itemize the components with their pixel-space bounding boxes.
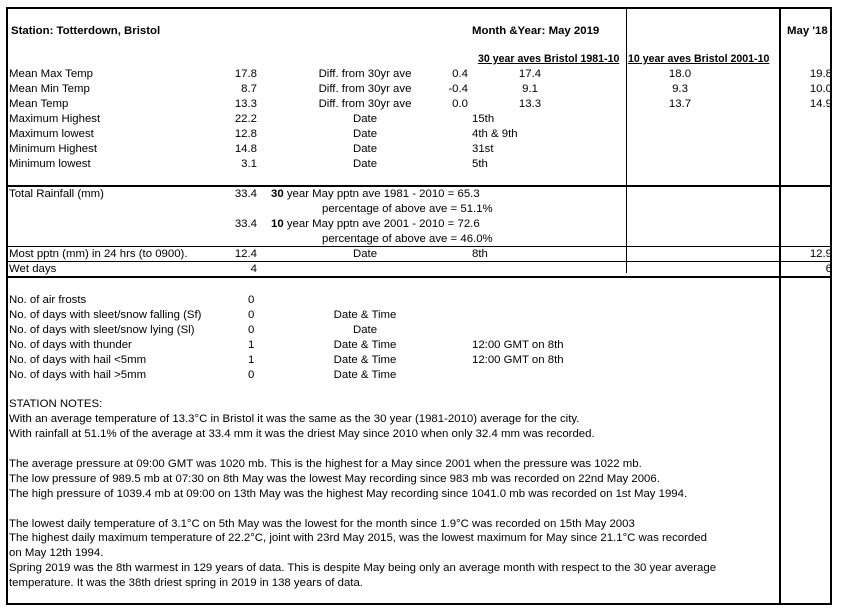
rain-value-30: 33.4 (234, 188, 257, 200)
note-line: The high pressure of 1039.4 mb at 09:00 on 13th May was the highest May recording since 1041.0 mb was recorded on 1st May 1994. (9, 488, 688, 500)
event-label: No. of days with sleet/snow falling (Sf) (9, 309, 202, 321)
event-value: 0 (248, 309, 255, 321)
rain-text-10: year May pptn ave 2001 - 2010 = 72.6 (286, 218, 480, 230)
temp-value: 12.8 (234, 128, 257, 140)
month-year-title: Month &Year: May 2019 (472, 25, 600, 37)
rain-label: Total Rainfall (mm) (9, 188, 104, 200)
rain-text-30: year May pptn ave 1981 - 2010 = 65.3 (286, 188, 480, 200)
ave30-header: 30 year aves Bristol 1981-10 (478, 53, 620, 65)
rain-pct-30: percentage of above ave = 51.1% (322, 203, 493, 215)
event-mid: Date & Time (333, 339, 397, 351)
rain-pct-10: percentage of above ave = 46.0% (322, 233, 493, 245)
temp-label: Maximum Highest (9, 113, 101, 125)
temp-diff: 0.0 (452, 98, 468, 110)
temp-label: Mean Max Temp (9, 68, 93, 80)
temp-mid: Diff. from 30yr ave (318, 83, 412, 95)
temp-mid: Date (352, 143, 378, 155)
wet-days-value: 4 (250, 263, 257, 275)
most-pptn-mid: Date (352, 248, 378, 260)
note-line: temperature. It was the 38th driest spring in 2019 in 138 years of data. (9, 577, 363, 589)
divider-ave10-left (626, 7, 627, 273)
most-pptn-prev: 12.9 (809, 248, 832, 260)
note-line: With rainfall at 51.1% of the average at 33.4 mm it was the driest May since 2010 when only 32.4 mm was recorded. (9, 428, 595, 440)
station-title: Station: Totterdown, Bristol (11, 25, 161, 37)
event-value: 1 (248, 339, 255, 351)
outer-left-border (6, 7, 8, 605)
most-pptn-label: Most pptn (mm) in 24 hrs (to 0900). (9, 248, 188, 260)
temp-mid: Date (352, 128, 378, 140)
temp-prev: 19.8 (809, 68, 832, 80)
event-label: No. of days with hail <5mm (9, 354, 147, 366)
notes-heading: STATION NOTES: (9, 398, 103, 410)
temp-ave30: 13.3 (518, 98, 542, 110)
event-value: 1 (248, 354, 255, 366)
event-mid: Date & Time (333, 354, 397, 366)
note-line: The highest daily maximum temperature of 22.2°C, joint with 23rd May 2015, was the lowest maximum for May since 21.1°C was recorded (9, 532, 707, 544)
temp-value: 13.3 (234, 98, 257, 110)
temp-ave10: 9.3 (672, 83, 688, 95)
event-date: 12:00 GMT on 8th (472, 354, 564, 366)
temp-value: 8.7 (241, 83, 257, 95)
event-value: 0 (248, 369, 255, 381)
divider-prev-year-left (779, 7, 781, 605)
note-line: With an average temperature of 13.3°C in Bristol it was the same as the 30 year (1981-2010) average for the city. (9, 413, 580, 425)
temp-date: 5th (472, 158, 488, 170)
rain-line-10 (271, 217, 480, 231)
temp-date: 15th (472, 113, 495, 125)
temp-value: 22.2 (234, 113, 257, 125)
event-value: 0 (248, 324, 255, 336)
event-label: No. of days with sleet/snow lying (Sl) (9, 324, 195, 336)
rain-line-30 (271, 187, 480, 201)
event-date: 12:00 GMT on 8th (472, 339, 564, 351)
event-mid: Date (352, 324, 378, 336)
note-line: The lowest daily temperature of 3.1°C on 5th May was the lowest for the month since 1.9°C was recorded on 15th May 2003 (9, 518, 635, 530)
temp-ave30: 17.4 (518, 68, 542, 80)
note-line: The average pressure at 09:00 GMT was 1020 mb. This is the highest for a May since 2001 when the pressure was 1022 mb. (9, 458, 642, 470)
temp-value: 3.1 (241, 158, 257, 170)
wet-days-label: Wet days (9, 263, 57, 275)
outer-top-border (6, 7, 832, 9)
outer-bottom-border (6, 603, 832, 605)
temp-ave10: 18.0 (668, 68, 692, 80)
note-line: on May 12th 1994. (9, 547, 104, 559)
temp-prev: 14.9 (809, 98, 832, 110)
rain-bold-30: 30 (271, 188, 284, 200)
temp-label: Maximum lowest (9, 128, 94, 140)
temp-date: 31st (472, 143, 494, 155)
temp-diff: 0.4 (452, 68, 468, 80)
temp-mid: Date (352, 158, 378, 170)
rain-value-10: 33.4 (234, 218, 257, 230)
temp-value: 14.8 (234, 143, 257, 155)
ave10-header-text: 10 year aves Bristol 2001-10 (628, 53, 770, 65)
most-pptn-value: 12.4 (234, 248, 257, 260)
separator-wet-events (6, 276, 832, 278)
separator-most-wet (6, 261, 832, 262)
event-mid: Date & Time (333, 309, 397, 321)
temp-label: Mean Temp (9, 98, 69, 110)
event-mid: Date & Time (333, 369, 397, 381)
temp-value: 17.8 (234, 68, 257, 80)
event-value: 0 (248, 294, 255, 306)
event-label: No. of days with hail >5mm (9, 369, 147, 381)
temp-label: Minimum Highest (9, 143, 97, 155)
wet-days-prev: 6 (825, 263, 832, 275)
temp-date: 4th & 9th (472, 128, 518, 140)
note-line: Spring 2019 was the 8th warmest in 129 years of data. This is despite May being only an average month with respect to the 30 year average (9, 562, 717, 574)
temp-mid: Date (352, 113, 378, 125)
temp-mid: Diff. from 30yr ave (318, 98, 412, 110)
temp-diff: -0.4 (448, 83, 468, 95)
temp-mid: Diff. from 30yr ave (318, 68, 412, 80)
note-line: The low pressure of 989.5 mb at 07:30 on 8th May was the lowest May recording since 983 mb was recorded on 22nd May 2006. (9, 473, 660, 485)
rain-bold-10: 10 (271, 218, 284, 230)
event-label: No. of air frosts (9, 294, 87, 306)
temp-prev: 10.0 (809, 83, 832, 95)
prev-year-title: May '18 (787, 25, 828, 37)
most-pptn-date: 8th (472, 248, 488, 260)
temp-ave30: 9.1 (522, 83, 538, 95)
ave10-header (628, 52, 769, 66)
temp-label: Mean Min Temp (9, 83, 90, 95)
event-label: No. of days with thunder (9, 339, 132, 351)
temp-ave10: 13.7 (668, 98, 692, 110)
temp-label: Minimum lowest (9, 158, 91, 170)
